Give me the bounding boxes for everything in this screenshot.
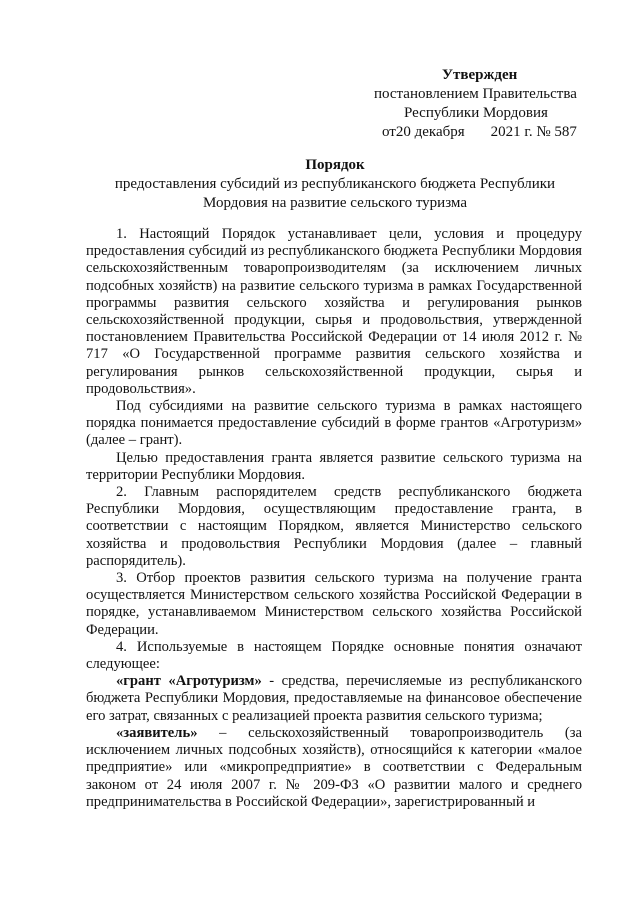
term-grant: «грант «Агротуризм» bbox=[116, 673, 262, 690]
title-subtitle-2: Мордовия на развитие сельского туризма bbox=[203, 195, 467, 211]
paragraph-5: 3. Отбор проектов развития сельского туризма на получение гранта осуществляется Министерством сельского хозяйства Российской Федерации в порядке, устанавливаемом Министерством сельского хозяйства Российской Федерации. bbox=[86, 570, 582, 638]
title-heading: Порядок bbox=[305, 157, 365, 173]
definition-grant: - средства, перечисляемые из республиканского бюджета Республики Мордовия, предоставляемые на финансовое обеспечение его затрат, связанных с реализацией проекта развития сельского туризма; bbox=[86, 673, 582, 724]
document-body bbox=[86, 226, 582, 811]
paragraph-4: 2. Главным распорядителем средств республиканского бюджета Республики Мордовия, осуществляющим предоставление гранта, в соответствии с настоящим Порядком, является Министерство сельского хозяйства и продовольствия Республики Мордовия (далее – главный распорядитель). bbox=[86, 484, 582, 569]
definition-applicant: – сельскохозяйственный товаропроизводитель (за исключением личных подсобных хозяйств), относящийся к категории «малое предприятие» или «микропредприятие» в соответствии с Федеральным законом от 24 июля 2007 г. № 209-ФЗ «О развитии малого и среднего предпринимательства в Российской Федерации», зарегистрированный и bbox=[86, 724, 582, 810]
document-title bbox=[0, 156, 640, 213]
approval-date-line bbox=[364, 123, 594, 142]
approval-line-1: постановлением Правительства bbox=[374, 86, 577, 102]
approval-date: от20 декабря bbox=[382, 124, 465, 140]
paragraph-6: 4. Используемые в настоящем Порядке основные понятия означают следующее: bbox=[86, 638, 582, 673]
title-subtitle-1: предоставления субсидий из республиканского бюджета Республики bbox=[114, 176, 556, 192]
paragraph-8 bbox=[86, 725, 582, 811]
approval-block bbox=[364, 66, 594, 142]
approval-heading: Утвержден bbox=[442, 67, 518, 83]
approval-line-2: Республики Мордовия bbox=[404, 105, 548, 121]
paragraph-2: Под субсидиями на развитие сельского туризма в рамках настоящего порядка понимается предоставление субсидий в форме грантов «Агротуризм» (далее – грант). bbox=[86, 398, 582, 449]
paragraph-1: 1. Настоящий Порядок устанавливает цели, условия и процедуру предоставления субсидий из республиканского бюджета Республики Мордовия сельскохозяйственным товаропроизводителям (за исключением личных подсобных хозяйств) на развитие сельского туризма в рамках Государственной программы развития сельского хозяйства и регулирования рынков сельскохозяйственной продукции, сырья и продовольствия, утвержденной постановлением Правительства Российской Федерации от 14 июля 2012 г. № 717 «О Государственной программе развития сельского хозяйства и регулирования рынков сельскохозяйственной продукции, сырья и продовольствия». bbox=[86, 226, 582, 397]
paragraph-3: Целью предоставления гранта является развитие сельского туризма на территории Республики Мордовия. bbox=[86, 449, 582, 483]
paragraph-7 bbox=[86, 673, 582, 725]
approval-number: 2021 г. № 587 bbox=[490, 124, 577, 140]
term-applicant: «заявитель» bbox=[116, 724, 198, 741]
